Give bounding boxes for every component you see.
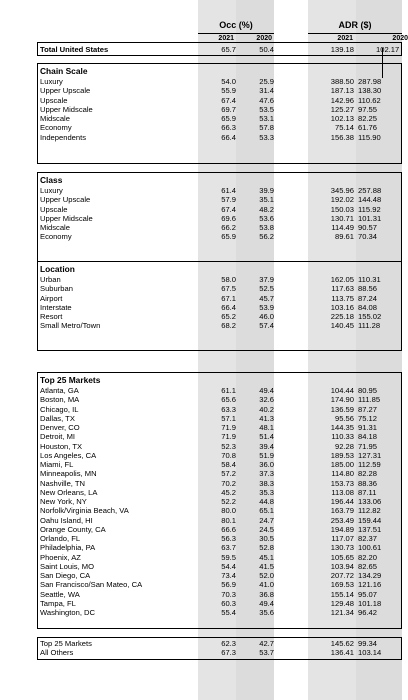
cell-occ-2020: 52.0	[259, 571, 274, 580]
cell-occ-2021: 67.5	[221, 284, 236, 294]
cell-adr-2020: 287.98	[358, 77, 382, 86]
cell-adr-2021: 155.14	[330, 589, 354, 599]
cell-adr-2020: 82.37	[358, 534, 378, 543]
row-label: San Diego, CA	[40, 571, 91, 580]
cell-occ-2020: 53.5	[259, 104, 274, 114]
total-adr-2020: 102.17	[376, 45, 400, 54]
cell-occ-2021: 66.2	[221, 223, 236, 232]
cell-adr-2020: 87.24	[358, 293, 378, 303]
cell-occ-2020: 53.1	[259, 114, 274, 123]
table-row	[38, 275, 403, 284]
cell-adr-2021: 153.73	[330, 478, 354, 488]
cell-occ-2020: 41.3	[259, 413, 274, 423]
cell-adr-2021: 121.34	[330, 608, 354, 617]
cell-adr-2020: 61.76	[358, 123, 378, 133]
table-row	[38, 303, 403, 312]
cell-adr-2020: 91.31	[358, 423, 378, 432]
cell-adr-2021: 140.45	[330, 321, 354, 331]
cell-occ-2020: 37.9	[259, 275, 274, 284]
total-occ-2020: 50.4	[259, 45, 274, 54]
occ-header: Occ (%)	[219, 20, 253, 30]
cell-occ-2020: 57.8	[259, 123, 274, 133]
cell-occ-2020: 52.8	[259, 543, 274, 553]
cell-adr-2020: 82.65	[358, 561, 378, 571]
table-row	[38, 497, 403, 506]
table-row	[38, 205, 403, 214]
cell-occ-2020: 24.5	[259, 524, 274, 534]
cell-occ-2021: 66.6	[221, 524, 236, 534]
cell-adr-2020: 95.07	[358, 589, 378, 599]
cell-adr-2020: 112.82	[358, 506, 381, 516]
cell-adr-2021: 174.90	[330, 395, 354, 405]
section-title: Top 25 Markets	[40, 375, 101, 385]
row-label: Detroit, MI	[40, 432, 76, 442]
cell-adr-2021: 345.96	[330, 186, 354, 195]
table-row	[38, 432, 403, 441]
total-row	[37, 42, 402, 56]
cell-occ-2021: 65.2	[221, 312, 236, 321]
cell-adr-2021: 136.59	[330, 404, 354, 414]
row-label: Denver, CO	[40, 423, 80, 432]
table-row	[38, 571, 403, 580]
cell-adr-2020: 87.11	[358, 487, 377, 497]
cell-adr-2020: 111.28	[358, 321, 381, 331]
table-row	[38, 469, 403, 478]
table-row	[38, 86, 403, 95]
table-row	[38, 639, 403, 648]
table-row	[38, 133, 403, 142]
occ-2021-year: 2021	[218, 35, 234, 42]
cell-adr-2021: 185.00	[330, 460, 354, 469]
table-row	[38, 214, 403, 223]
cell-occ-2020: 52.5	[259, 284, 274, 294]
adr-header: ADR ($)	[338, 20, 372, 30]
table-row	[38, 543, 403, 552]
cell-occ-2021: 55.4	[221, 608, 236, 617]
table-row	[38, 553, 403, 562]
cell-adr-2021: 104.44	[330, 386, 354, 395]
table-row	[38, 580, 403, 589]
total-label: Total United States	[40, 45, 109, 54]
cell-adr-2020: 138.30	[358, 86, 382, 96]
row-label: Boston, MA	[40, 395, 80, 405]
cell-occ-2021: 57.1	[221, 413, 236, 423]
cell-adr-2021: 189.53	[330, 450, 354, 460]
row-label: Resort	[40, 312, 63, 321]
row-label: Orlando, FL	[40, 534, 81, 543]
cell-occ-2021: 80.1	[221, 515, 236, 525]
cell-adr-2020: 111.85	[358, 395, 381, 405]
cell-occ-2020: 42.7	[259, 639, 274, 648]
cell-occ-2020: 51.9	[259, 450, 274, 460]
row-label: Upper Midscale	[40, 213, 93, 223]
header-divider-adr	[308, 33, 402, 34]
cell-adr-2021: 95.56	[334, 413, 354, 423]
cell-adr-2021: 130.71	[330, 213, 354, 223]
cell-occ-2021: 57.9	[221, 195, 236, 205]
table-row	[38, 608, 403, 617]
cell-adr-2021: 192.02	[330, 195, 354, 205]
row-label: Minneapolis, MN	[40, 469, 97, 479]
row-label: Philadelphia, PA	[40, 543, 96, 553]
cell-adr-2020: 155.02	[358, 312, 382, 321]
row-label: Saint Louis, MO	[40, 561, 95, 571]
cell-adr-2021: 89.61	[334, 232, 354, 242]
cell-adr-2021: 253.49	[330, 515, 354, 525]
row-label: Interstate	[40, 302, 72, 312]
row-label: Midscale	[40, 223, 70, 232]
cell-adr-2020: 159.44	[358, 515, 382, 525]
cell-adr-2021: 103.94	[330, 561, 354, 571]
cell-occ-2020: 32.6	[259, 395, 274, 405]
cell-adr-2020: 127.31	[358, 450, 382, 460]
cell-adr-2021: 169.53	[330, 580, 354, 590]
row-label: New Orleans, LA	[40, 487, 98, 497]
cell-adr-2020: 121.16	[358, 580, 382, 590]
cell-adr-2021: 114.49	[331, 223, 354, 232]
cell-adr-2021: 117.07	[331, 534, 354, 543]
cell-adr-2020: 115.90	[358, 132, 381, 142]
table-row	[38, 386, 403, 395]
row-label: Airport	[40, 293, 63, 303]
row-label: Upscale	[40, 95, 68, 105]
cell-adr-2020: 137.51	[358, 524, 382, 534]
cell-adr-2020: 82.20	[358, 552, 378, 562]
table-row	[38, 506, 403, 515]
cell-occ-2021: 71.9	[221, 423, 236, 432]
table-row	[38, 223, 403, 232]
adr-2020-year: 2020	[392, 35, 408, 42]
cell-occ-2020: 56.2	[259, 232, 274, 242]
cell-adr-2020: 103.14	[358, 648, 382, 658]
cell-occ-2020: 36.0	[259, 460, 274, 469]
row-label: Upper Midscale	[40, 104, 93, 114]
table-row	[38, 77, 403, 86]
cell-occ-2021: 63.7	[221, 543, 236, 553]
cell-adr-2020: 75.12	[358, 413, 378, 423]
cell-adr-2021: 114.80	[331, 469, 354, 479]
row-label: Tampa, FL	[40, 598, 76, 608]
cell-occ-2020: 37.3	[259, 469, 274, 479]
cell-adr-2020: 112.59	[358, 460, 381, 469]
cell-occ-2021: 66.4	[221, 302, 236, 312]
cell-occ-2021: 65.6	[221, 395, 236, 405]
cell-occ-2021: 67.4	[221, 204, 236, 214]
cell-occ-2020: 65.1	[259, 506, 274, 516]
cell-occ-2021: 62.3	[221, 639, 236, 648]
cell-adr-2021: 145.62	[330, 639, 354, 648]
cell-adr-2020: 90.57	[358, 223, 378, 232]
cell-adr-2021: 130.73	[330, 543, 354, 553]
table-row	[38, 96, 403, 105]
cell-adr-2020: 110.62	[358, 95, 381, 105]
cell-adr-2020: 257.88	[358, 186, 382, 195]
cell-occ-2021: 61.1	[221, 386, 236, 395]
row-label: Houston, TX	[40, 441, 83, 451]
cell-adr-2020: 80.95	[358, 386, 378, 395]
cell-occ-2021: 67.4	[221, 95, 236, 105]
cell-adr-2020: 82.28	[358, 469, 378, 479]
cell-adr-2021: 92.28	[334, 441, 354, 451]
cell-occ-2020: 25.9	[259, 77, 274, 86]
cell-occ-2020: 30.5	[259, 534, 274, 543]
section-class	[37, 172, 402, 262]
cell-adr-2020: 101.31	[358, 213, 382, 223]
row-label: Norfolk/Virginia Beach, VA	[40, 506, 129, 516]
cell-adr-2021: 113.08	[331, 487, 354, 497]
cell-occ-2021: 69.7	[221, 104, 236, 114]
cell-occ-2021: 70.8	[221, 450, 236, 460]
cell-occ-2021: 54.4	[221, 561, 236, 571]
row-label: Atlanta, GA	[40, 386, 79, 395]
cell-adr-2021: 142.96	[330, 95, 354, 105]
cell-occ-2021: 70.3	[221, 589, 236, 599]
cell-occ-2020: 48.2	[259, 204, 274, 214]
cell-occ-2021: 73.4	[221, 571, 236, 580]
row-label: Upper Upscale	[40, 86, 91, 96]
cell-adr-2021: 156.38	[330, 132, 354, 142]
table-row	[38, 123, 403, 132]
cell-occ-2020: 31.4	[259, 86, 274, 96]
cell-occ-2021: 45.2	[221, 487, 236, 497]
cell-occ-2020: 36.8	[259, 589, 274, 599]
cell-occ-2020: 41.0	[259, 580, 274, 590]
table-row	[38, 232, 403, 241]
cell-adr-2021: 194.89	[330, 524, 354, 534]
row-label: Economy	[40, 232, 72, 242]
cell-adr-2021: 136.41	[330, 648, 354, 658]
cell-occ-2021: 59.5	[221, 552, 236, 562]
cell-occ-2020: 53.7	[259, 648, 274, 658]
table-row	[38, 460, 403, 469]
cell-adr-2020: 82.25	[358, 114, 378, 123]
cell-occ-2021: 57.2	[221, 469, 236, 479]
cell-adr-2020: 115.92	[358, 204, 381, 214]
cell-occ-2021: 60.3	[221, 598, 236, 608]
cell-adr-2021: 225.18	[330, 312, 354, 321]
cell-occ-2020: 41.5	[259, 561, 274, 571]
row-label: Luxury	[40, 77, 63, 86]
cell-occ-2020: 45.7	[259, 293, 274, 303]
cell-occ-2020: 53.8	[259, 223, 274, 232]
cell-adr-2021: 207.72	[330, 571, 354, 580]
table-row	[38, 562, 403, 571]
table-row	[38, 405, 403, 414]
total-adr-2021: 139.18	[330, 45, 354, 54]
cell-occ-2020: 46.0	[259, 312, 274, 321]
cell-occ-2021: 61.4	[221, 186, 236, 195]
row-label: Chicago, IL	[40, 404, 79, 414]
cell-adr-2020: 134.29	[358, 571, 382, 580]
cell-adr-2020: 144.48	[358, 195, 382, 205]
cell-occ-2021: 80.0	[221, 506, 236, 516]
cell-occ-2020: 44.8	[259, 497, 274, 506]
cell-adr-2020: 87.27	[358, 404, 378, 414]
row-label: Nashville, TN	[40, 478, 86, 488]
row-label: Small Metro/Town	[40, 321, 101, 331]
table-row	[38, 312, 403, 321]
cell-occ-2020: 38.3	[259, 478, 274, 488]
section-summary	[37, 637, 402, 660]
row-label: Economy	[40, 123, 72, 133]
section-title: Location	[40, 264, 75, 274]
cell-adr-2020: 133.06	[358, 497, 382, 506]
cell-occ-2020: 45.1	[259, 552, 274, 562]
table-row	[38, 105, 403, 114]
cell-occ-2021: 65.9	[221, 114, 236, 123]
cell-adr-2020: 70.34	[358, 232, 378, 242]
cell-occ-2021: 67.1	[221, 293, 236, 303]
cell-occ-2021: 56.9	[221, 580, 236, 590]
row-label: Seattle, WA	[40, 589, 80, 599]
row-label: Urban	[40, 275, 61, 284]
row-label: San Francisco/San Mateo, CA	[40, 580, 143, 590]
cell-adr-2020: 71.95	[358, 441, 378, 451]
table-row	[38, 284, 403, 293]
cell-occ-2020: 53.9	[259, 302, 274, 312]
table-row	[38, 114, 403, 123]
row-label: Orange County, CA	[40, 524, 106, 534]
cell-occ-2020: 49.4	[259, 598, 274, 608]
section-chain-scale	[37, 63, 402, 164]
table-row	[38, 195, 403, 204]
cell-adr-2020: 100.61	[358, 543, 382, 553]
section-location	[37, 261, 402, 351]
cell-adr-2021: 388.50	[330, 77, 354, 86]
cell-occ-2020: 40.2	[259, 404, 274, 414]
cell-adr-2021: 125.27	[330, 104, 354, 114]
table-row	[38, 321, 403, 330]
table-row	[38, 442, 403, 451]
cell-adr-2021: 117.63	[331, 284, 354, 294]
cell-occ-2021: 54.0	[221, 77, 236, 86]
row-label: Phoenix, AZ	[40, 552, 81, 562]
cell-adr-2021: 105.65	[330, 552, 354, 562]
row-label: All Others	[40, 648, 74, 658]
cell-occ-2021: 56.3	[221, 534, 236, 543]
cell-adr-2021: 102.13	[330, 114, 354, 123]
row-label: Upscale	[40, 204, 68, 214]
cell-adr-2020: 88.36	[358, 478, 378, 488]
cell-occ-2021: 68.2	[221, 321, 236, 331]
cell-occ-2021: 65.9	[221, 232, 236, 242]
row-label: Midscale	[40, 114, 70, 123]
cell-occ-2021: 70.2	[221, 478, 236, 488]
cell-adr-2020: 84.08	[358, 302, 378, 312]
cell-occ-2020: 35.1	[259, 195, 274, 205]
cell-occ-2020: 48.1	[259, 423, 274, 432]
table-row	[38, 414, 403, 423]
cell-adr-2021: 103.16	[330, 302, 354, 312]
cell-occ-2020: 53.3	[259, 132, 274, 142]
section-title: Chain Scale	[40, 66, 88, 76]
cell-adr-2020: 88.56	[358, 284, 378, 294]
table-row	[38, 186, 403, 195]
row-label: Miami, FL	[40, 460, 74, 469]
cell-occ-2021: 58.0	[221, 275, 236, 284]
cell-adr-2020: 101.18	[358, 598, 382, 608]
cell-adr-2021: 196.44	[330, 497, 354, 506]
cell-occ-2020: 51.4	[259, 432, 274, 442]
table-row	[38, 294, 403, 303]
cell-occ-2021: 58.4	[221, 460, 236, 469]
row-label: Los Angeles, CA	[40, 450, 97, 460]
total-occ-2021: 65.7	[221, 45, 236, 54]
table-row	[38, 516, 403, 525]
table-row	[38, 488, 403, 497]
cell-adr-2020: 99.34	[358, 639, 378, 648]
row-label: Oahu Island, HI	[40, 515, 93, 525]
table-row	[38, 479, 403, 488]
row-label: Washington, DC	[40, 608, 96, 617]
row-label: Independents	[40, 132, 87, 142]
cell-occ-2021: 71.9	[221, 432, 236, 442]
table-row	[38, 451, 403, 460]
cell-occ-2020: 57.4	[259, 321, 274, 331]
cell-occ-2021: 55.9	[221, 86, 236, 96]
cell-occ-2020: 35.3	[259, 487, 274, 497]
cell-adr-2020: 110.31	[358, 275, 381, 284]
cell-adr-2021: 144.35	[330, 423, 354, 432]
section-title: Class	[40, 175, 63, 185]
table-row	[38, 423, 403, 432]
cell-adr-2021: 75.14	[334, 123, 354, 133]
header-divider	[198, 33, 274, 34]
adr-2021-year: 2021	[337, 35, 353, 42]
cell-adr-2021: 162.05	[330, 275, 354, 284]
cell-occ-2020: 53.6	[259, 213, 274, 223]
cell-adr-2021: 129.48	[330, 598, 354, 608]
cell-occ-2021: 67.3	[221, 648, 236, 658]
cell-adr-2021: 113.75	[331, 293, 354, 303]
cell-adr-2021: 150.03	[330, 204, 354, 214]
cell-occ-2020: 39.4	[259, 441, 274, 451]
cell-adr-2020: 97.55	[358, 104, 378, 114]
table-row	[38, 599, 403, 608]
row-label: Luxury	[40, 186, 63, 195]
cell-adr-2020: 84.18	[358, 432, 378, 442]
cell-occ-2020: 35.6	[259, 608, 274, 617]
cell-occ-2021: 69.6	[221, 213, 236, 223]
row-label: Dallas, TX	[40, 413, 75, 423]
section-top-25-markets	[37, 372, 402, 629]
table-row	[38, 525, 403, 534]
table-row	[38, 534, 403, 543]
table-row	[38, 395, 403, 404]
row-label: Suburban	[40, 284, 73, 294]
row-label: New York, NY	[40, 497, 87, 506]
cell-adr-2021: 163.79	[330, 506, 354, 516]
cell-occ-2020: 49.4	[259, 386, 274, 395]
occ-2020-year: 2020	[256, 35, 272, 42]
row-label: Upper Upscale	[40, 195, 91, 205]
cell-occ-2020: 24.7	[259, 515, 274, 525]
cell-adr-2021: 187.13	[330, 86, 354, 96]
cell-adr-2020: 96.42	[358, 608, 378, 617]
cell-occ-2021: 66.3	[221, 123, 236, 133]
table-row	[38, 590, 403, 599]
cell-occ-2021: 52.3	[221, 441, 236, 451]
cell-occ-2020: 39.9	[259, 186, 274, 195]
cell-occ-2021: 52.2	[221, 497, 236, 506]
row-label: Top 25 Markets	[40, 639, 92, 648]
cell-occ-2021: 63.3	[221, 404, 236, 414]
cell-occ-2021: 66.4	[221, 132, 236, 142]
cell-adr-2021: 110.33	[331, 432, 354, 442]
cell-occ-2020: 47.6	[259, 95, 274, 105]
table-row	[38, 648, 403, 657]
